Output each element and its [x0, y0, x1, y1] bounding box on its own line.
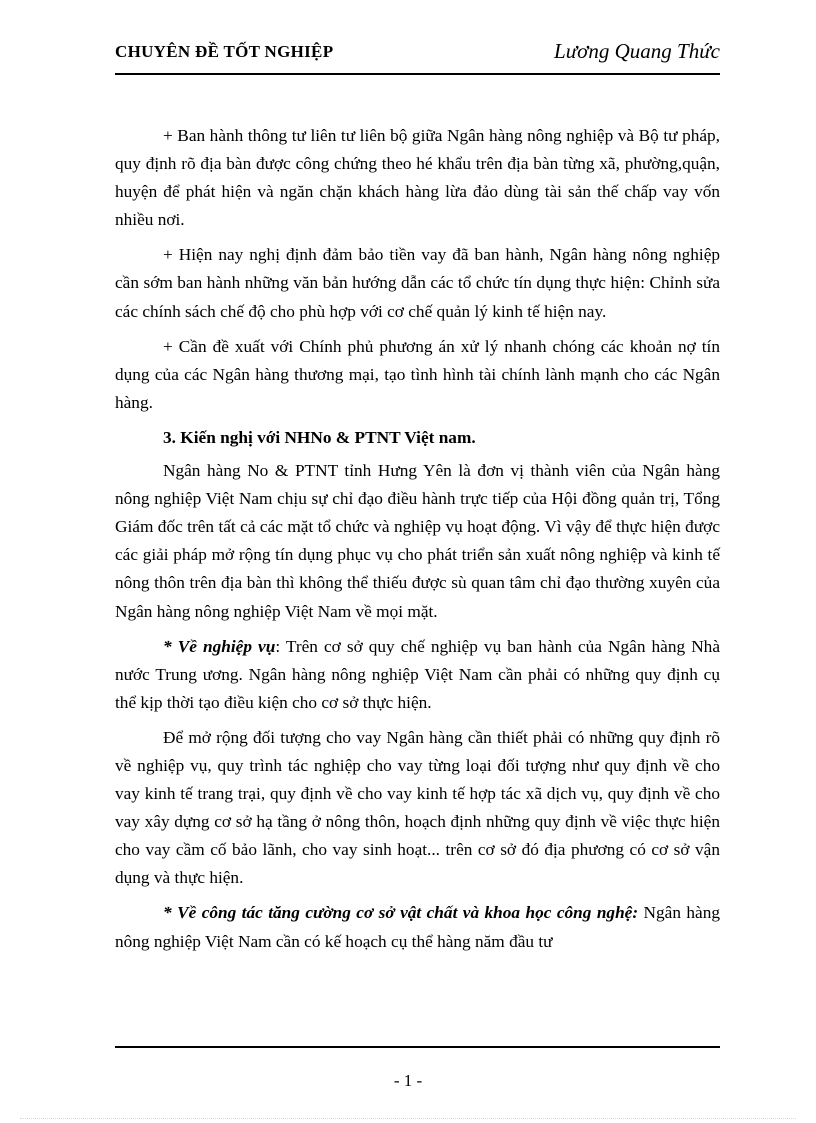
document-body: [115, 122, 720, 963]
page-number: - 1 -: [393, 1071, 423, 1090]
header-title: CHUYÊN ĐỀ TỐT NGHIỆP: [115, 42, 334, 61]
paragraph-2: + Hiện nay nghị định đảm bảo tiền vay đã ban hành, Ngân hàng nông nghiệp cần sớm ban hành những văn bản hướng dẫn các tổ chức tín dụng thực hiện: Chỉnh sửa các chính sách chế độ cho phù hợp với cơ chế quản lý kinh tế hiện nay.: [115, 245, 720, 321]
paragraph-3: + Cần đề xuất với Chính phủ phương án xử lý nhanh chóng các khoản nợ tín dụng của các Ngân hàng thương mại, tạo tình hình tài chính lành mạnh cho các Ngân hàng.: [115, 336, 720, 412]
paragraph-6: Để mở rộng đối tượng cho vay Ngân hàng cần thiết phải có những quy định rõ về nghiệp vụ, quy trình tác nghiệp cho vay từng loại đối tượng như quy định về cho vay kinh tế trang trại, quy định về cho vay kinh tế hợp tác xã dịch vụ, quy định về cho vay xây dựng cơ sở hạ tầng ở nông thôn, hoạch định những quy định về việc thực hiện cho vay cầm cố bảo lãnh, cho vay sinh hoạt... trên cơ sở đó địa phương có cơ sở vận dụng và thực hiện.: [115, 727, 720, 888]
paragraph-4: Ngân hàng No & PTNT tỉnh Hưng Yên là đơn vị thành viên của Ngân hàng nông nghiệp Việt Nam chịu sự chỉ đạo điều hành trực tiếp của Hội đồng quản trị, Tổng Giám đốc trên tất cả các mặt tổ chức và nghiệp vụ hoạt động. Vì vậy để thực hiện được các giải pháp mở rộng tín dụng phục vụ cho phát triển sản xuất nông nghiệp và kinh tế nông thôn trên địa bàn thì không thể thiếu được sù quan tâm chỉ đạo thường xuyên của Ngân hàng nông nghiệp Việt Nam về mọi mặt.: [115, 461, 720, 621]
page-bottom-border: [20, 1118, 796, 1119]
footer-rule: [115, 1046, 720, 1048]
header-rule: [115, 73, 720, 75]
paragraph-5-text: : Trên cơ sở quy chế nghiệp vụ ban hành của Ngân hàng Nhà nước Trung ương. Ngân hàng nông nghiệp Việt Nam cần phải có những quy định cụ thể kịp thời tạo điều kiện cho cơ sở thực hiện.: [115, 636, 720, 712]
page-header: [115, 38, 720, 70]
paragraph-1: + Ban hành thông tư liên tư liên bộ giữa Ngân hàng nông nghiệp và Bộ tư pháp, quy định rõ địa bàn được công chứng theo hé khẩu trên địa bàn từng xã, phường,quận, huyện để phát hiện và ngăn chặn khách hàng lừa đảo dùng tài sản thế chấp vay vốn nhiều nơi.: [115, 126, 720, 230]
header-author: Lương Quang Thức: [554, 39, 720, 63]
paragraph-5-lead: * Về nghiệp vụ: [163, 636, 276, 656]
paragraph-5: [115, 633, 720, 717]
paragraph-7-text: Ngân hàng nông nghiệp Việt Nam cần có kế hoạch cụ thể hàng năm đầu tư: [115, 903, 720, 951]
paragraph-7: [115, 899, 720, 955]
paragraph-7-lead: * Về công tác tăng cường cơ sở vật chất và khoa học công nghệ:: [163, 903, 639, 923]
section-heading: 3. Kiến nghị với NHNo & PTNT Việt nam.: [163, 427, 476, 447]
